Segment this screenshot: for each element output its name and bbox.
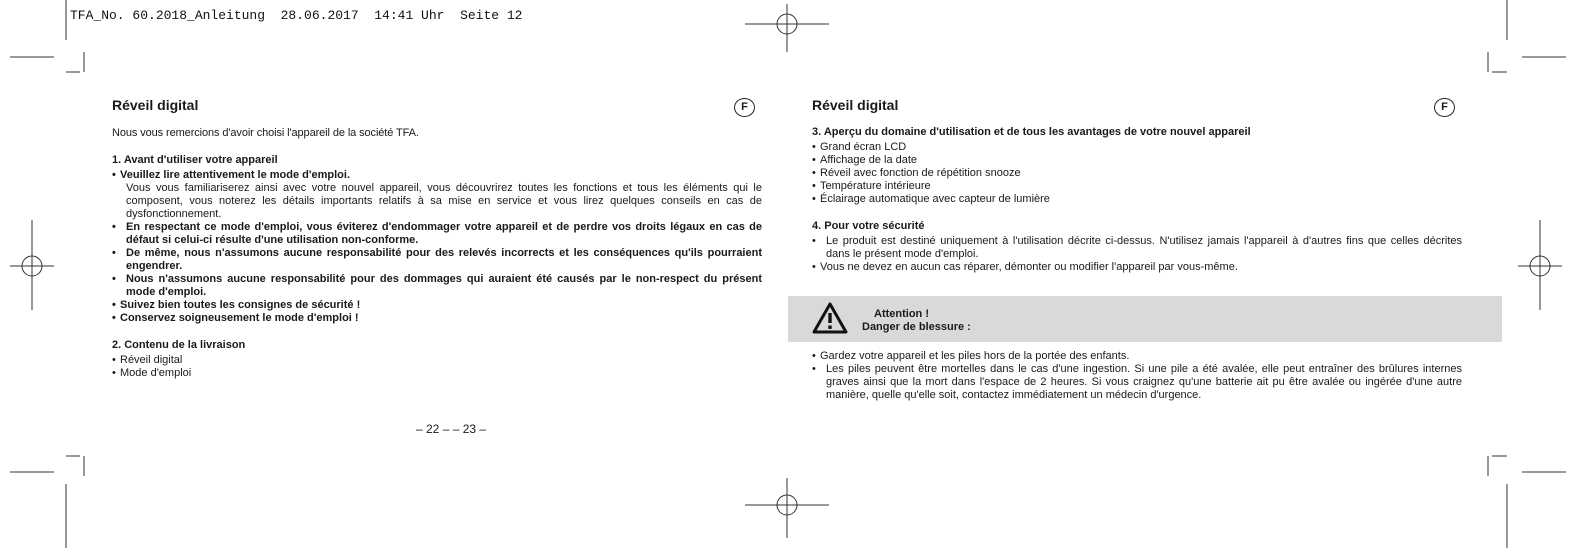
right-page: [812, 96, 1462, 274]
section-2-list: [112, 354, 762, 380]
section-4-list: [812, 235, 1462, 274]
section-4-title: 4. Pour votre sécurité: [812, 220, 925, 232]
print-header: TFA_No. 60.2018_Anleitung 28.06.2017 14:41 Uhr Seite 12: [70, 8, 523, 23]
list-item: • Nous n'assumons aucune responsabilité pour des dommages qui auraient été causés par le non-respect du présent mode d'emploi.: [112, 273, 762, 299]
warning-box: [788, 296, 1502, 342]
left-page: [112, 96, 762, 380]
list-item: • En respectant ce mode d'emploi, vous éviterez d'endommager votre appareil et de perdre vos droits légaux en cas de défaut si celui-ci résulte d'une utilisation non-conforme.: [112, 221, 762, 247]
section-2-title: 2. Contenu de la livraison: [112, 339, 246, 351]
page-title: Réveil digital: [812, 97, 899, 113]
list-item: • Veuillez lire attentivement le mode d'emploi. Vous vous familiariserez ainsi avec votre nouvel appareil, vous découvrirez toutes les fonctions et tous les éléments qui le composent, vous noterez les détails importants relatifs à sa mise en service et vous lirez quelques conseils en cas de dysfonctionnement.: [112, 169, 762, 221]
warning-details: [812, 350, 1462, 402]
list-item: • Température intérieure: [812, 180, 1462, 193]
warning-triangle-icon: [812, 302, 848, 334]
list-item: • Gardez votre appareil et les piles hors de la portée des enfants.: [812, 350, 1462, 363]
section-1-list: [112, 169, 762, 325]
list-item: • Réveil avec fonction de répétition snooze: [812, 167, 1462, 180]
list-item: • Grand écran LCD: [812, 141, 1462, 154]
intro-text: Nous vous remercions d'avoir choisi l'appareil de la société TFA.: [112, 127, 419, 139]
list-item: • Conservez soigneusement le mode d'emploi !: [112, 312, 762, 325]
list-item: • Vous ne devez en aucun cas réparer, démonter ou modifier l'appareil par vous-même.: [812, 261, 1462, 274]
list-item: • Affichage de la date: [812, 154, 1462, 167]
warning-subtitle: Danger de blessure :: [862, 321, 971, 333]
language-badge: F: [734, 98, 755, 117]
list-item: • De même, nous n'assumons aucune responsabilité pour des relevés incorrects et les conséquences qu'ils pourraient engendrer.: [112, 247, 762, 273]
page-title: Réveil digital: [112, 97, 199, 113]
warning-title: Attention !: [874, 308, 929, 320]
section-3-title: 3. Aperçu du domaine d'utilisation et de tous les avantages de votre nouvel appareil: [812, 126, 1251, 138]
section-1-title: 1. Avant d'utiliser votre appareil: [112, 154, 278, 166]
warning-text: [862, 308, 971, 334]
list-item: • Éclairage automatique avec capteur de lumière: [812, 193, 1462, 206]
list-item: • Réveil digital: [112, 354, 762, 367]
language-badge: F: [1434, 98, 1455, 117]
page-numbers: – 22 – – 23 –: [416, 422, 487, 436]
warning-list: [812, 350, 1462, 402]
section-3-list: [812, 141, 1462, 206]
list-item: • Mode d'emploi: [112, 367, 762, 380]
list-item: • Le produit est destiné uniquement à l'utilisation décrite ci-dessus. N'utilisez jamais l'appareil à d'autres fins que celles décrites dans le présent mode d'emploi.: [812, 235, 1462, 261]
list-item: • Les piles peuvent être mortelles dans le cas d'une ingestion. Si une pile a été avalée, elle peut entraîner des brûlures internes graves ainsi que la mort dans l'espace de 2 heures. Si vous craignez qu'une batterie ait pu être avalée ou ingérée d'une autre manière, quelle qu'elle soit, contactez immédiatement un médecin d'urgence.: [812, 363, 1462, 402]
list-item: • Suivez bien toutes les consignes de sécurité !: [112, 299, 762, 312]
